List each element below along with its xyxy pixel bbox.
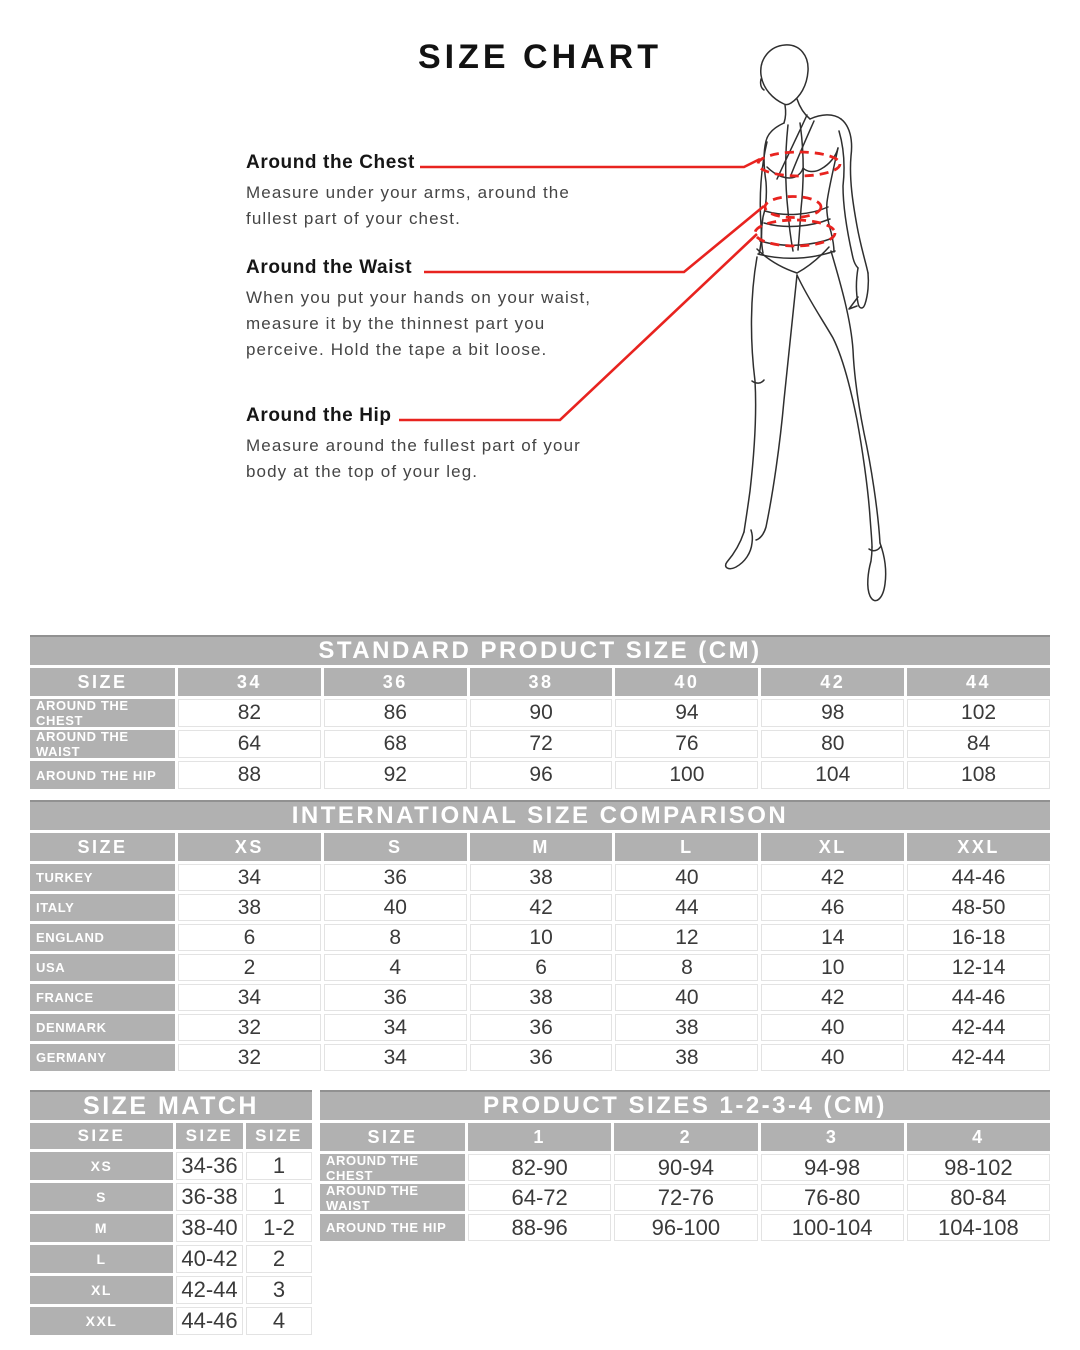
column-header: XL: [761, 833, 904, 861]
table-cell: 6: [470, 954, 613, 981]
table-cell: 40-42: [176, 1245, 243, 1273]
column-header: 4: [907, 1123, 1050, 1151]
column-header: 42: [761, 668, 904, 696]
table-cell: 32: [178, 1014, 321, 1041]
table-cell: 40: [761, 1014, 904, 1041]
column-header: 2: [614, 1123, 757, 1151]
table-cell: 36: [324, 864, 467, 891]
table-cell: 34: [178, 984, 321, 1011]
table-cell: 42-44: [907, 1044, 1050, 1071]
table-cell: 44: [615, 894, 758, 921]
table-cell: 34: [324, 1044, 467, 1071]
table-cell: 44-46: [907, 864, 1050, 891]
table-cell: 6: [178, 924, 321, 951]
table-cell: 92: [324, 761, 467, 789]
column-header: 36: [324, 668, 467, 696]
fashion-figure-illustration: [0, 0, 1080, 640]
row-label: USA: [30, 954, 175, 981]
chest-pointer-line: [420, 159, 760, 167]
table-cell: 14: [761, 924, 904, 951]
table-cell: 34: [178, 864, 321, 891]
column-header: 1: [468, 1123, 611, 1151]
column-header: XS: [178, 833, 321, 861]
table-cell: 8: [324, 924, 467, 951]
table-cell: 16-18: [907, 924, 1050, 951]
guide-waist-description: When you put your hands on your waist, measure it by the thinnest part you perceive. Hold the tape a bit loose.: [246, 288, 592, 359]
row-label: TURKEY: [30, 864, 175, 891]
table-cell: 4: [246, 1307, 312, 1335]
column-header: S: [324, 833, 467, 861]
row-label: AROUND THE CHEST: [30, 699, 175, 727]
table-title: SIZE MATCH: [30, 1090, 312, 1120]
table-cell: 36: [470, 1044, 613, 1071]
size-match-table: [30, 1090, 312, 1335]
row-label: S: [30, 1183, 173, 1211]
international-size-comparison-table: [30, 800, 1050, 1071]
column-header: 44: [907, 668, 1050, 696]
table-cell: 1-2: [246, 1214, 312, 1242]
table-cell: 82: [178, 699, 321, 727]
guide-waist-heading: Around the Waist: [246, 257, 413, 278]
table-cell: 8: [615, 954, 758, 981]
table-cell: 42-44: [907, 1014, 1050, 1041]
guide-chest-description: Measure under your arms, around the fullest part of your chest.: [246, 183, 570, 228]
row-label: ITALY: [30, 894, 175, 921]
croquis-figure: [726, 45, 886, 601]
column-header: SIZE: [30, 668, 175, 696]
guide-hip-heading: Around the Hip: [246, 405, 392, 426]
table-cell: 36-38: [176, 1183, 243, 1211]
table-cell: 88: [178, 761, 321, 789]
guide-hip-description: Measure around the fullest part of your body at the top of your leg.: [246, 436, 581, 481]
table-cell: 64: [178, 730, 321, 758]
waist-pointer-line: [424, 206, 764, 272]
column-header: 38: [470, 668, 613, 696]
row-label: AROUND THE WAIST: [30, 730, 175, 758]
table-cell: 44-46: [176, 1307, 243, 1335]
row-label: AROUND THE HIP: [30, 761, 175, 789]
table-cell: 40: [615, 984, 758, 1011]
table-cell: 48-50: [907, 894, 1050, 921]
table-cell: 64-72: [468, 1184, 611, 1211]
table-cell: 100-104: [761, 1214, 904, 1241]
table-cell: 10: [470, 924, 613, 951]
product-sizes-1-2-3-4-table: [320, 1090, 1050, 1241]
row-label: ENGLAND: [30, 924, 175, 951]
standard-product-size-table: [30, 635, 1050, 789]
table-cell: 2: [246, 1245, 312, 1273]
table-cell: 38: [615, 1044, 758, 1071]
table-cell: 82-90: [468, 1154, 611, 1181]
table-cell: 36: [470, 1014, 613, 1041]
table-cell: 12-14: [907, 954, 1050, 981]
row-label: M: [30, 1214, 173, 1242]
hip-pointer-line: [399, 234, 757, 420]
column-header: M: [470, 833, 613, 861]
table-cell: 3: [246, 1276, 312, 1304]
column-header: SIZE: [30, 1123, 173, 1149]
table-cell: 10: [761, 954, 904, 981]
page-title: SIZE CHART: [418, 38, 662, 76]
table-cell: 76: [615, 730, 758, 758]
table-cell: 34-36: [176, 1152, 243, 1180]
table-cell: 12: [615, 924, 758, 951]
table-cell: 86: [324, 699, 467, 727]
table-cell: 90-94: [614, 1154, 757, 1181]
table-cell: 84: [907, 730, 1050, 758]
table-cell: 94: [615, 699, 758, 727]
table-cell: 96-100: [614, 1214, 757, 1241]
column-header: L: [615, 833, 758, 861]
table-cell: 44-46: [907, 984, 1050, 1011]
table-cell: 90: [470, 699, 613, 727]
table-cell: 38: [470, 984, 613, 1011]
table-cell: 100: [615, 761, 758, 789]
table-cell: 96: [470, 761, 613, 789]
column-header: SIZE: [320, 1123, 465, 1151]
column-header: 3: [761, 1123, 904, 1151]
table-cell: 80: [761, 730, 904, 758]
row-label: AROUND THE HIP: [320, 1214, 465, 1241]
table-cell: 104: [761, 761, 904, 789]
table-cell: 38: [470, 864, 613, 891]
table-cell: 72-76: [614, 1184, 757, 1211]
table-cell: 42: [761, 864, 904, 891]
table-cell: 88-96: [468, 1214, 611, 1241]
table-cell: 40: [615, 864, 758, 891]
table-cell: 42-44: [176, 1276, 243, 1304]
table-cell: 98-102: [907, 1154, 1050, 1181]
table-cell: 72: [470, 730, 613, 758]
column-header: SIZE: [30, 833, 175, 861]
table-cell: 42: [761, 984, 904, 1011]
table-cell: 34: [324, 1014, 467, 1041]
table-cell: 102: [907, 699, 1050, 727]
row-label: DENMARK: [30, 1014, 175, 1041]
table-title: STANDARD PRODUCT SIZE (CM): [30, 635, 1050, 665]
row-label: GERMANY: [30, 1044, 175, 1071]
column-header: SIZE: [246, 1123, 312, 1149]
table-cell: 38: [615, 1014, 758, 1041]
table-cell: 46: [761, 894, 904, 921]
row-label: XS: [30, 1152, 173, 1180]
table-title: INTERNATIONAL SIZE COMPARISON: [30, 800, 1050, 830]
table-cell: 94-98: [761, 1154, 904, 1181]
measurement-pointer-lines: [399, 159, 764, 420]
table-cell: 40: [324, 894, 467, 921]
table-cell: 104-108: [907, 1214, 1050, 1241]
column-header: XXL: [907, 833, 1050, 861]
table-cell: 80-84: [907, 1184, 1050, 1211]
row-label: XL: [30, 1276, 173, 1304]
table-cell: 2: [178, 954, 321, 981]
table-cell: 108: [907, 761, 1050, 789]
guide-chest-heading: Around the Chest: [246, 152, 415, 173]
row-label: FRANCE: [30, 984, 175, 1011]
row-label: L: [30, 1245, 173, 1273]
row-label: AROUND THE CHEST: [320, 1154, 465, 1181]
table-cell: 1: [246, 1152, 312, 1180]
table-cell: 32: [178, 1044, 321, 1071]
table-cell: 38: [178, 894, 321, 921]
table-cell: 98: [761, 699, 904, 727]
table-cell: 68: [324, 730, 467, 758]
column-header: 34: [178, 668, 321, 696]
table-cell: 42: [470, 894, 613, 921]
table-cell: 40: [761, 1044, 904, 1071]
column-header: SIZE: [176, 1123, 243, 1149]
table-cell: 76-80: [761, 1184, 904, 1211]
table-cell: 1: [246, 1183, 312, 1211]
table-title: PRODUCT SIZES 1-2-3-4 (CM): [320, 1090, 1050, 1120]
row-label: AROUND THE WAIST: [320, 1184, 465, 1211]
table-cell: 4: [324, 954, 467, 981]
column-header: 40: [615, 668, 758, 696]
row-label: XXL: [30, 1307, 173, 1335]
table-cell: 38-40: [176, 1214, 243, 1242]
table-cell: 36: [324, 984, 467, 1011]
